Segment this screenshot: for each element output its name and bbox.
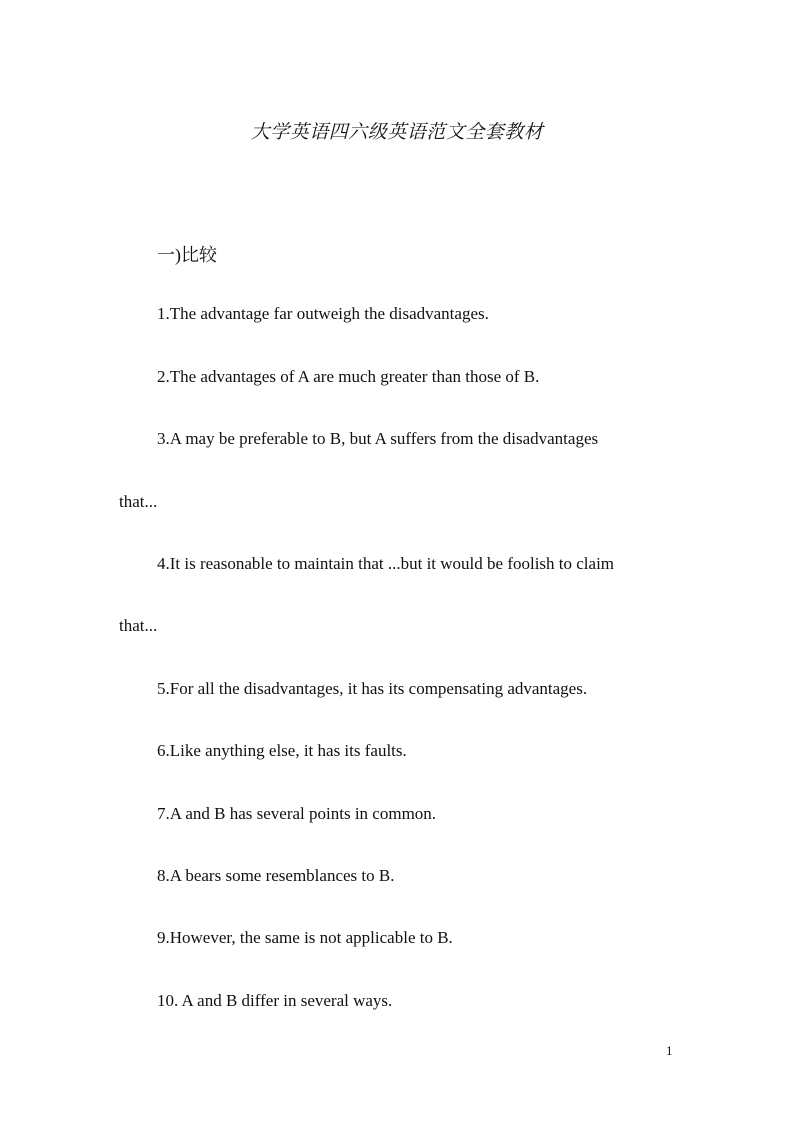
- phrase-line-2: 2.The advantages of A are much greater than those of B.: [157, 367, 540, 386]
- phrase-line-4-continuation: that...: [119, 616, 158, 635]
- phrase-line-5: 5.For all the disadvantages, it has its compensating advantages.: [157, 679, 588, 698]
- phrase-line-3-continuation: that...: [119, 492, 158, 511]
- section-heading: 一)比较: [157, 245, 217, 265]
- phrase-line-6: 6.Like anything else, it has its faults.: [157, 741, 407, 760]
- phrase-line-8: 8.A bears some resemblances to B.: [157, 866, 395, 885]
- phrase-line-4: 4.It is reasonable to maintain that ...but it would be foolish to claim: [157, 554, 615, 573]
- phrase-line-10: 10. A and B differ in several ways.: [157, 991, 393, 1010]
- phrase-line-7: 7.A and B has several points in common.: [157, 804, 437, 823]
- phrase-line-9: 9.However, the same is not applicable to B.: [157, 928, 453, 947]
- page-number: 1: [666, 1043, 673, 1058]
- phrase-line-3: 3.A may be preferable to B, but A suffers from the disadvantages: [157, 429, 599, 448]
- document-title: 大学英语四六级英语范文全套教材: [250, 122, 544, 143]
- phrase-line-1: 1.The advantage far outweigh the disadvantages.: [157, 304, 489, 323]
